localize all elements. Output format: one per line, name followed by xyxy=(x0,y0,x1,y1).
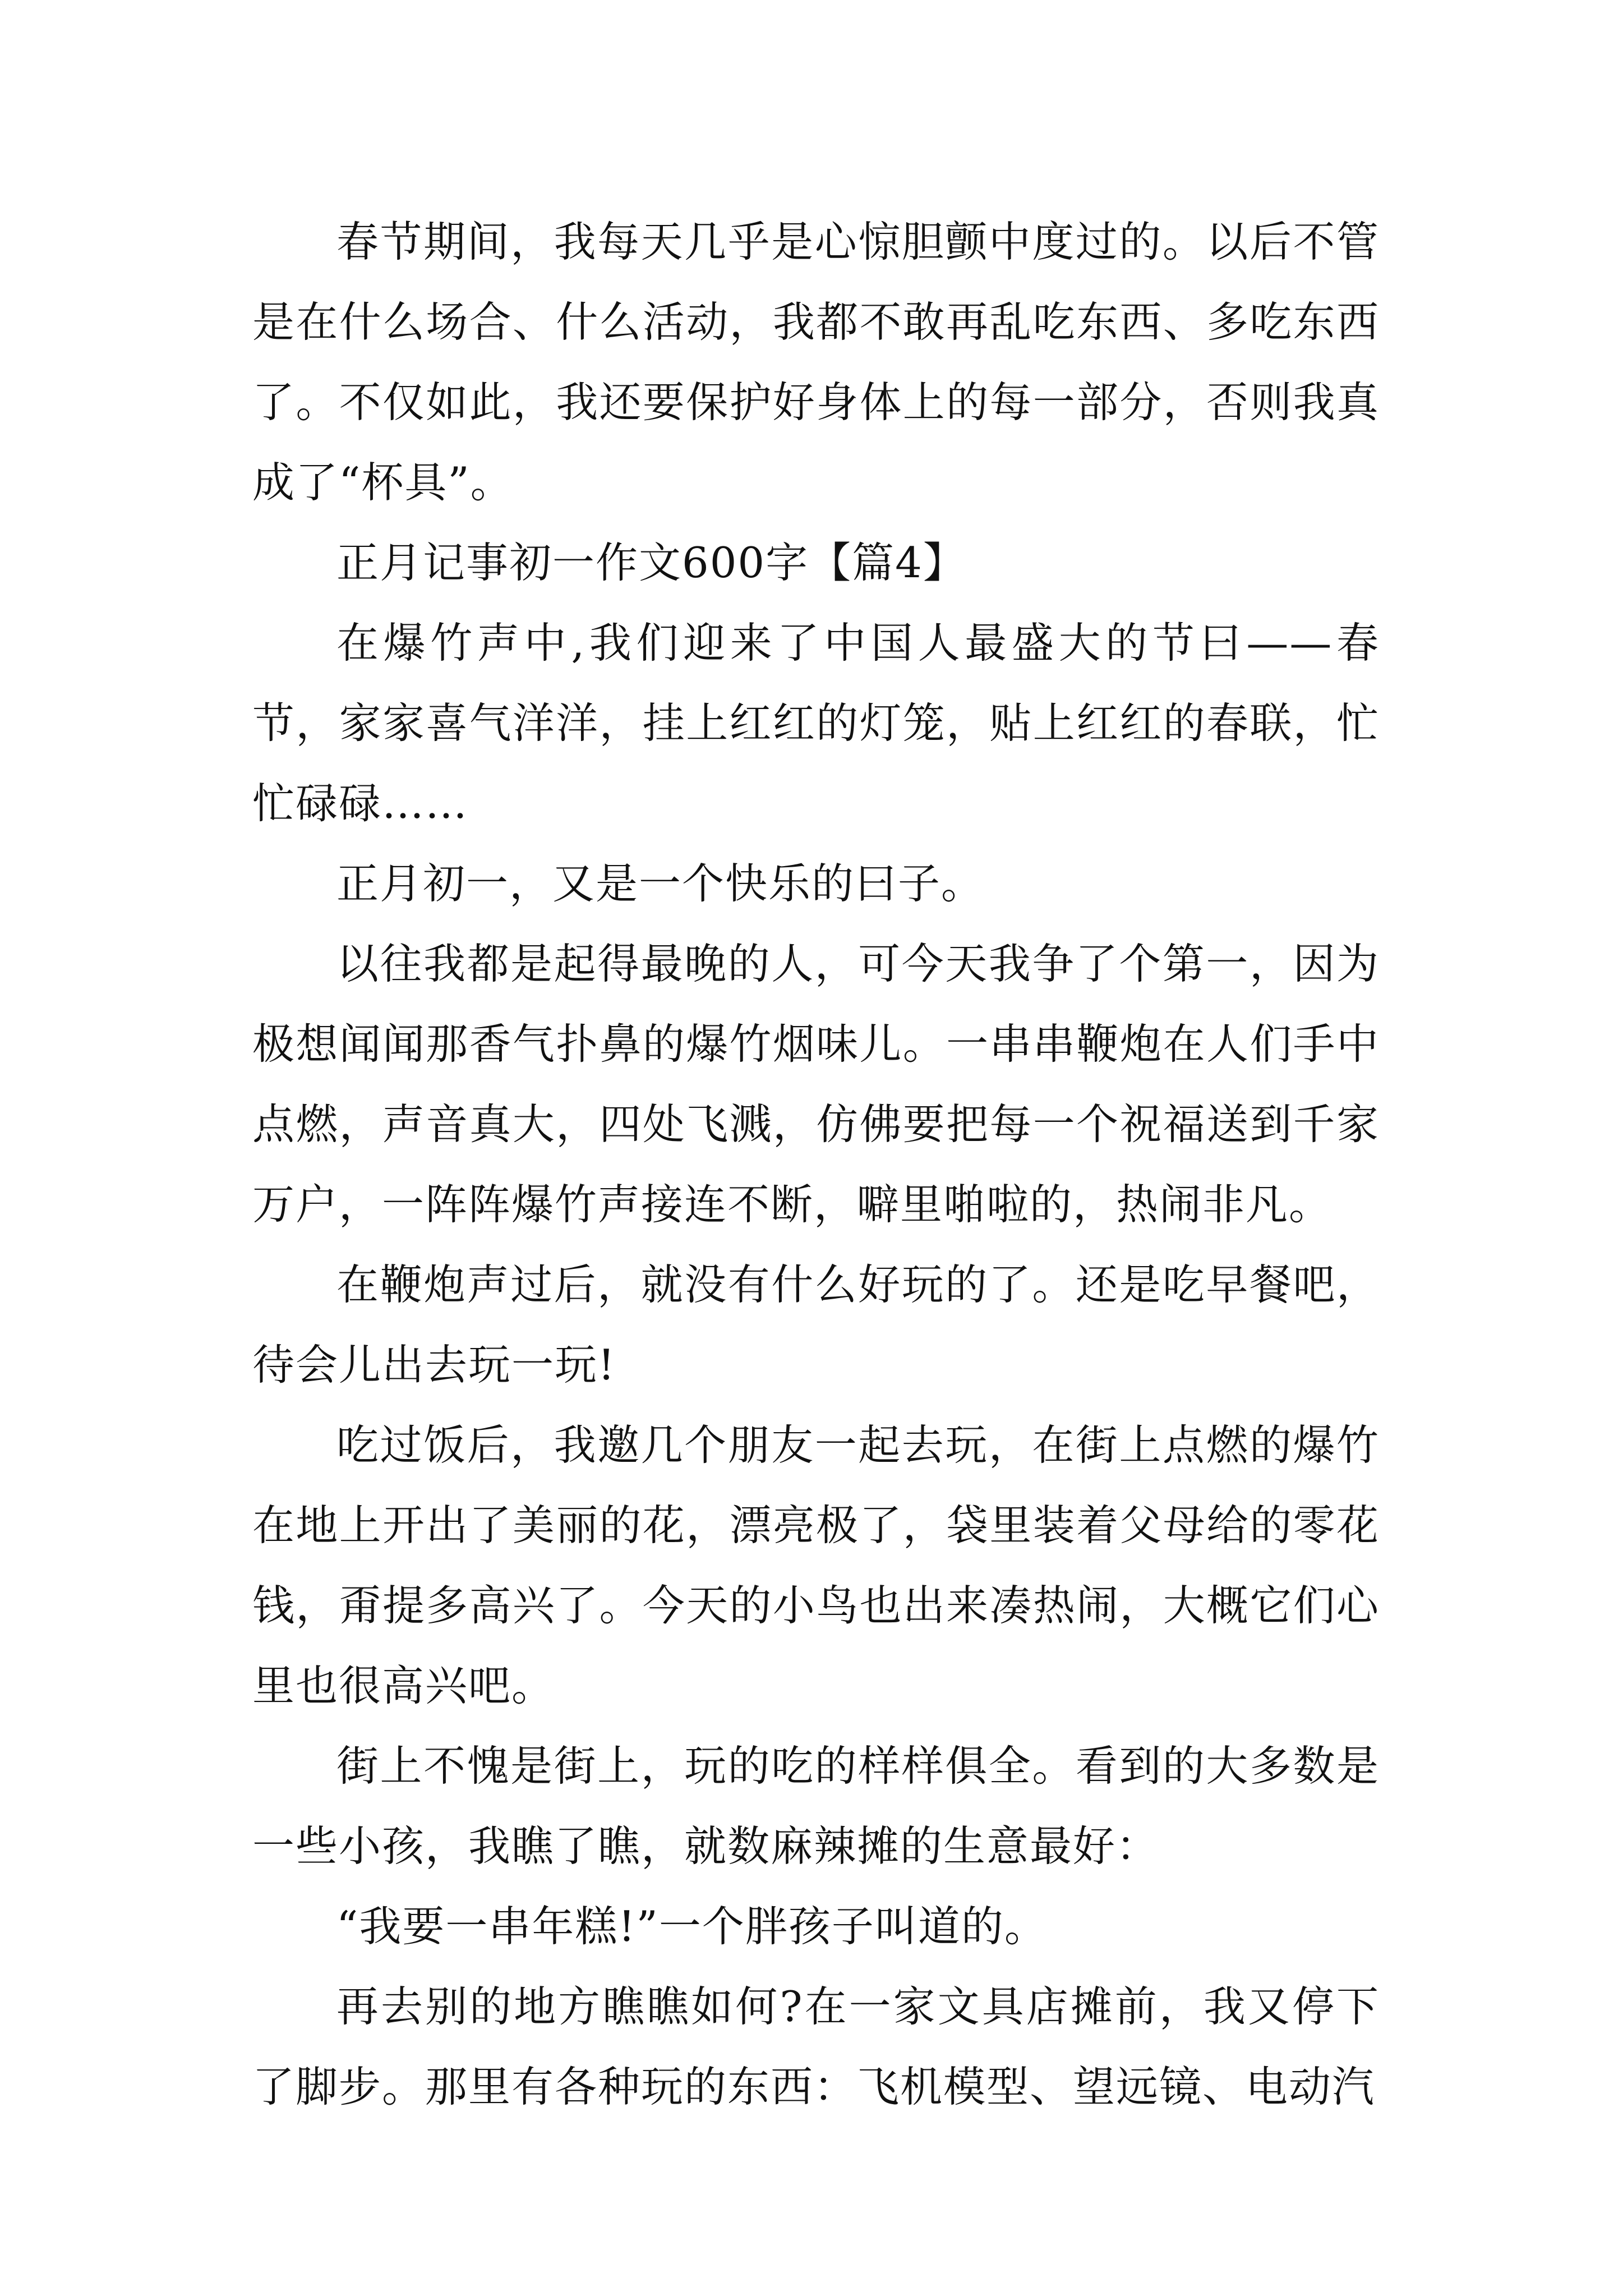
paragraph-8: “我要一串年糕!”一个胖孩子叫道的。 xyxy=(336,1902,1048,1951)
paragraph-6: 吃过饭后，我邀几个朋友一起去玩，在街上点燃的爆竹在地上开出了美丽的花，漂亮极了，袋里装着父母给的零花钱，甭提多高兴了。今天的小鸟也出来凑热闹，大概它们心里也很高兴吧。 xyxy=(252,1420,1380,1710)
paragraph-3: 正月初一，又是一个快乐的曰子。 xyxy=(336,859,985,908)
section-heading: 正月记事初一作文600字【篇4】 xyxy=(336,538,966,587)
paragraph-4: 以往我都是起得最晚的人，可今天我争了个第一，因为极想闻闻那香气扑鼻的爆竹烟味儿。一串串鞭炮在人们手中点燃，声音真大，四处飞溅，仿佛要把每一个祝福送到千家万户，一阵阵爆竹声接连不断，噼里啪啦的，热闹非凡。 xyxy=(252,939,1380,1229)
paragraph-5: 在鞭炮声过后，就没有什么好玩的了。还是吃早餐吧，待会儿出去玩一玩! xyxy=(252,1260,1380,1389)
paragraph-2: 在爆竹声中,我们迎来了中国人最盛大的节曰——春节，家家喜气洋洋，挂上红红的灯笼，贴上红红的春联，忙忙碌碌…… xyxy=(252,618,1380,828)
paragraph-7: 街上不愧是街上，玩的吃的样样俱全。看到的大多数是一些小孩，我瞧了瞧，就数麻辣摊的生意最好： xyxy=(252,1741,1380,1871)
document-body xyxy=(252,202,1380,2127)
paragraph-1: 春节期间，我每天几乎是心惊胆颤中度过的。以后不管是在什么场合、什么活动，我都不敢再乱吃东西、多吃东西了。不仅如此，我还要保护好身体上的每一部分，否则我真成了“杯具”。 xyxy=(252,217,1380,507)
paragraph-9: 再去别的地方瞧瞧如何?在一家文具店摊前，我又停下了脚步。那里有各种玩的东西：飞机模型、望远镜、电动汽 xyxy=(252,1982,1380,2111)
